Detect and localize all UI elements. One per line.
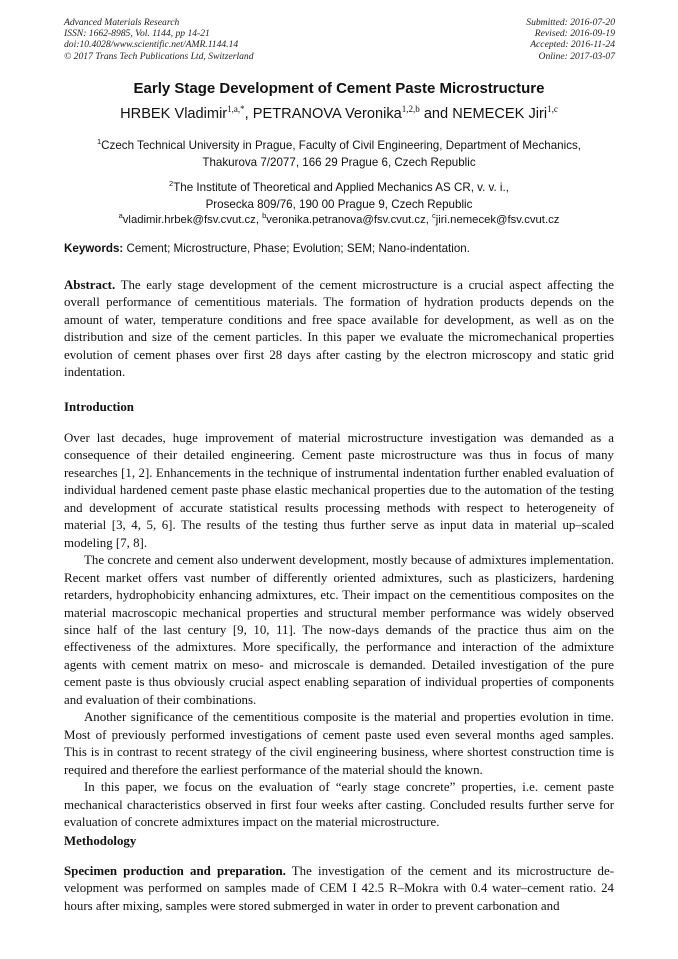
abstract-label: Abstract. [64, 278, 116, 292]
author-marker: 1,c [547, 104, 558, 114]
issn-line: ISSN: 1662-8985, Vol. 1144, pp 14-21 [64, 28, 210, 40]
author-name: PETRANOVA Veronika [252, 105, 402, 122]
copyright-line: © 2017 Trans Tech Publications Ltd, Switzerland [64, 50, 254, 62]
introduction-body [64, 430, 614, 831]
section-heading-methodology: Methodology [64, 834, 137, 848]
email-marker: c [432, 211, 436, 220]
affiliation-line: Czech Technical University in Prague, Faculty of Civil Engineering, Department of Mechanics, [101, 138, 582, 152]
author-marker: 1,a,* [227, 104, 245, 114]
email-list [0, 211, 678, 226]
author-list [0, 104, 678, 122]
paragraph: The concrete and cement also underwent development, mostly because of admixtures implementation. Recent market offers vast number of differently oriented admixtures, such as plasticizers, hardening retarders, hydrophobicity enhancing admixtures, etc. Their impact on the cementitious composites on the material macroscopic mechanical properties and structural member performance was widely observed since half of the last century [9, 10, 11]. The now-days demands of the practice thus aim on the effectiveness of the admixtures. More specifically, the performance and interaction of the admixture agents with cement matrix on meso- and microscale is demanded. Detailed investigation of the pure cement paste is thus obviously crucial aspect enabling separation of individual properties of components and evaluation of their combinations. [64, 553, 614, 707]
paragraph: Over last decades, huge improvement of material microstructure investigation was demanded as a consequence of their detailed engineering. Cement paste microstructure was thus in focus of many researches [1, 2]. Enhancements in the technique of instrumental indentation further enabled evaluation of individual hardened cement paste phase elastic mechanical properties due to the automation of the testing and development of accurate statistical results processing methods with respect to heterogeneity of material [3, 4, 5, 6]. The results of the testing thus further serve as input data in material up–scaled modeling [7, 8]. [64, 431, 614, 550]
paper-title: Early Stage Development of Cement Paste Microstructure [133, 80, 545, 97]
submission-dates [526, 17, 615, 62]
doi-line[interactable]: doi:10.4028/www.scientific.net/AMR.1144.14 [64, 39, 239, 51]
online-date: Online: 2017-03-07 [538, 50, 615, 62]
revised-date: Revised: 2016-09-19 [534, 28, 615, 40]
email-marker: a [118, 211, 123, 220]
email-address[interactable]: veronika.petranova@fsv.cvut.cz, [266, 213, 432, 226]
accepted-date: Accepted: 2016-11-24 [530, 39, 615, 51]
subsection-heading: Specimen production and preparation. [64, 864, 286, 878]
abstract-text: The early stage development of the cement microstructure is a crucial aspect affecting the overall performance of cementitious materials. The formation of hydration products depends on the amount of water, temperature conditions and free space available for development, as well as on the distribution and size of the cement particles. In this paper we evaluate the micromechanical properties evolution of cement phases over first 28 days after casting by the electron microscopy and static grid indentation. [64, 278, 614, 380]
email-address[interactable]: jiri.nemecek@fsv.cvut.cz [435, 213, 560, 226]
author-separator: , [244, 105, 253, 122]
author-separator: and [419, 105, 453, 122]
author-name: NEMECEK Jiri [452, 105, 548, 122]
keywords [64, 242, 470, 255]
keywords-label: Keywords: [64, 242, 124, 255]
affiliation-marker: 1 [96, 137, 102, 146]
affiliation-1 [0, 133, 678, 172]
paragraph: Another significance of the cementitious composite is the material and properties evolution in time. Most of previously performed investigations of cement paste used even several months aged samples. This is in contrast to recent strategy of the civil engineering business, where shortest construction time is required and therefore the earliest performance of the material should the known. [64, 710, 614, 777]
paragraph: The investigation of the cement and its microstructure development was performed on samples made of CEM I 42.5 R–Mokra with 0.4 water–cement ratio. 24 hours after mixing, samples were stored submerged in water in order to prevent carbonation and [64, 864, 614, 913]
affiliation-address: Thakurova 7/2077, 166 29 Prague 6, Czech Republic [202, 156, 476, 170]
author-marker: 1,2,b [401, 104, 420, 114]
email-address[interactable]: vladimir.hrbek@fsv.cvut.cz, [122, 213, 263, 226]
affiliation-line: The Institute of Theoretical and Applied Mechanics AS CR, v. v. i., [173, 180, 509, 194]
affiliation-address: Prosecka 809/76, 190 00 Prague 9, Czech Republic [205, 198, 473, 212]
methodology-body [64, 863, 614, 915]
abstract [64, 277, 614, 382]
affiliation-2 [0, 175, 678, 214]
submitted-date: Submitted: 2016-07-20 [526, 17, 615, 28]
author-name: HRBEK Vladimir [120, 105, 228, 122]
journal-name: Advanced Materials Research [64, 17, 180, 28]
keywords-text: Cement; Microstructure, Phase; Evolution; SEM; Nano-indentation. [123, 242, 470, 255]
affiliation-marker: 2 [169, 179, 174, 188]
section-heading-introduction: Introduction [64, 400, 134, 414]
email-marker: b [262, 211, 267, 220]
paragraph: In this paper, we focus on the evaluation of “early stage concrete” properties, i.e. cement paste mechanical characteristics observed in first four weeks after casting. Concluded results further serve for evaluation of concrete admixtures impact on the material microstructure. [64, 780, 614, 829]
journal-info [64, 17, 254, 62]
